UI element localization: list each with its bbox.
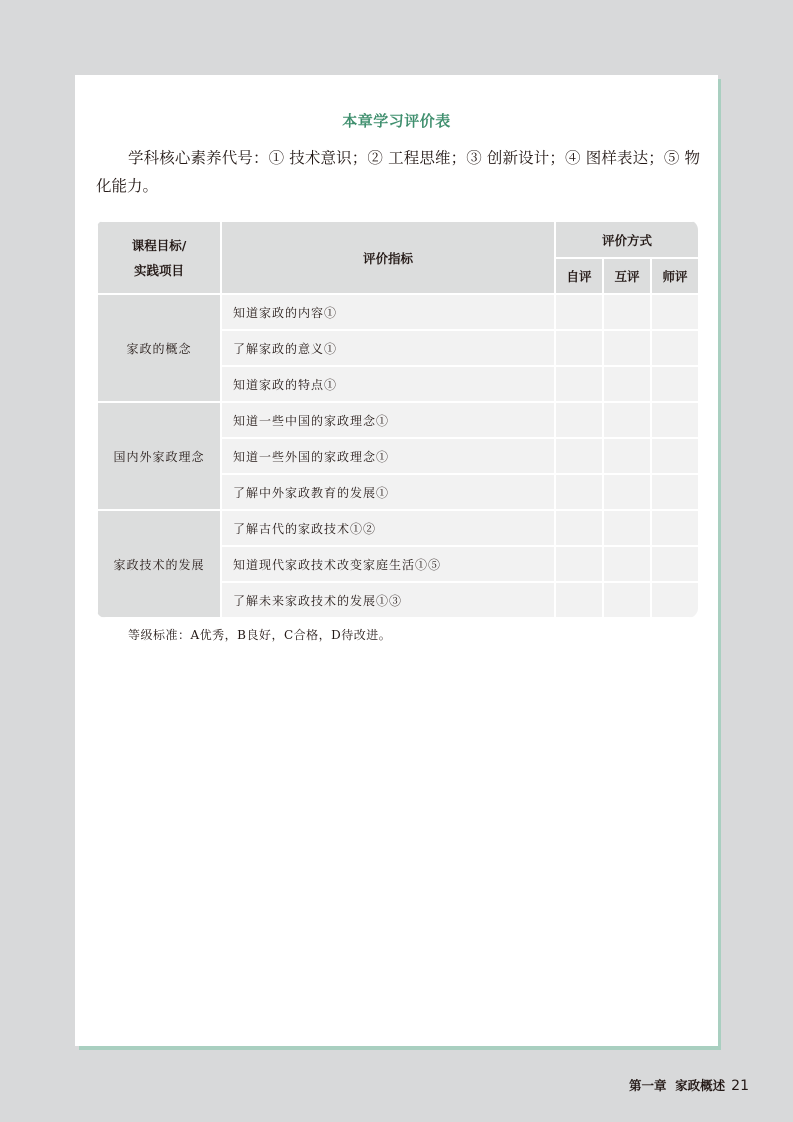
- indicator-text: 知道家政的内容①: [221, 294, 555, 330]
- teacher-eval-cell[interactable]: [651, 546, 698, 582]
- intro-paragraph: 学科核心素养代号：① 技术意识；② 工程思维；③ 创新设计；④ 图样表达；⑤ 物化能力。: [96, 149, 700, 195]
- header-course-goal: 课程目标/ 实践项目: [97, 221, 221, 294]
- header-indicator: 评价指标: [221, 221, 555, 294]
- teacher-eval-cell[interactable]: [651, 330, 698, 366]
- indicator-text: 知道现代家政技术改变家庭生活①⑤: [221, 546, 555, 582]
- group-name: 家政技术的发展: [97, 510, 221, 618]
- teacher-eval-cell[interactable]: [651, 474, 698, 510]
- self-eval-cell[interactable]: [555, 546, 603, 582]
- self-eval-cell[interactable]: [555, 474, 603, 510]
- indicator-text: 知道一些外国的家政理念①: [221, 438, 555, 474]
- peer-eval-cell[interactable]: [603, 330, 651, 366]
- page-title: 本章学习评价表: [342, 112, 451, 130]
- header-teacher-eval: 师评: [651, 258, 698, 294]
- indicator-text: 了解家政的意义①: [221, 330, 555, 366]
- header-self-eval: 自评: [555, 258, 603, 294]
- self-eval-cell[interactable]: [555, 330, 603, 366]
- teacher-eval-cell[interactable]: [651, 582, 698, 618]
- indicator-text: 知道一些中国的家政理念①: [221, 402, 555, 438]
- grading-footnote: 等级标准：A优秀，B良好，C合格，D待改进。: [128, 628, 392, 642]
- header-peer-eval: 互评: [603, 258, 651, 294]
- peer-eval-cell[interactable]: [603, 402, 651, 438]
- group-name: 家政的概念: [97, 294, 221, 402]
- peer-eval-cell[interactable]: [603, 438, 651, 474]
- indicator-text: 了解未来家政技术的发展①③: [221, 582, 555, 618]
- peer-eval-cell[interactable]: [603, 546, 651, 582]
- page-number: 21: [731, 1078, 749, 1094]
- evaluation-table: [96, 220, 698, 618]
- peer-eval-cell[interactable]: [603, 474, 651, 510]
- self-eval-cell[interactable]: [555, 438, 603, 474]
- group-name: 国内外家政理念: [97, 402, 221, 510]
- teacher-eval-cell[interactable]: [651, 366, 698, 402]
- peer-eval-cell[interactable]: [603, 582, 651, 618]
- indicator-text: 知道家政的特点①: [221, 366, 555, 402]
- self-eval-cell[interactable]: [555, 510, 603, 546]
- self-eval-cell[interactable]: [555, 366, 603, 402]
- teacher-eval-cell[interactable]: [651, 438, 698, 474]
- header-method: 评价方式: [555, 221, 698, 258]
- page-footer: [629, 1076, 749, 1094]
- peer-eval-cell[interactable]: [603, 366, 651, 402]
- indicator-text: 了解中外家政教育的发展①: [221, 474, 555, 510]
- self-eval-cell[interactable]: [555, 402, 603, 438]
- indicator-text: 了解古代的家政技术①②: [221, 510, 555, 546]
- peer-eval-cell[interactable]: [603, 294, 651, 330]
- teacher-eval-cell[interactable]: [651, 402, 698, 438]
- teacher-eval-cell[interactable]: [651, 510, 698, 546]
- self-eval-cell[interactable]: [555, 294, 603, 330]
- teacher-eval-cell[interactable]: [651, 294, 698, 330]
- chapter-label: 第一章 家政概述: [628, 1078, 726, 1093]
- peer-eval-cell[interactable]: [603, 510, 651, 546]
- self-eval-cell[interactable]: [555, 582, 603, 618]
